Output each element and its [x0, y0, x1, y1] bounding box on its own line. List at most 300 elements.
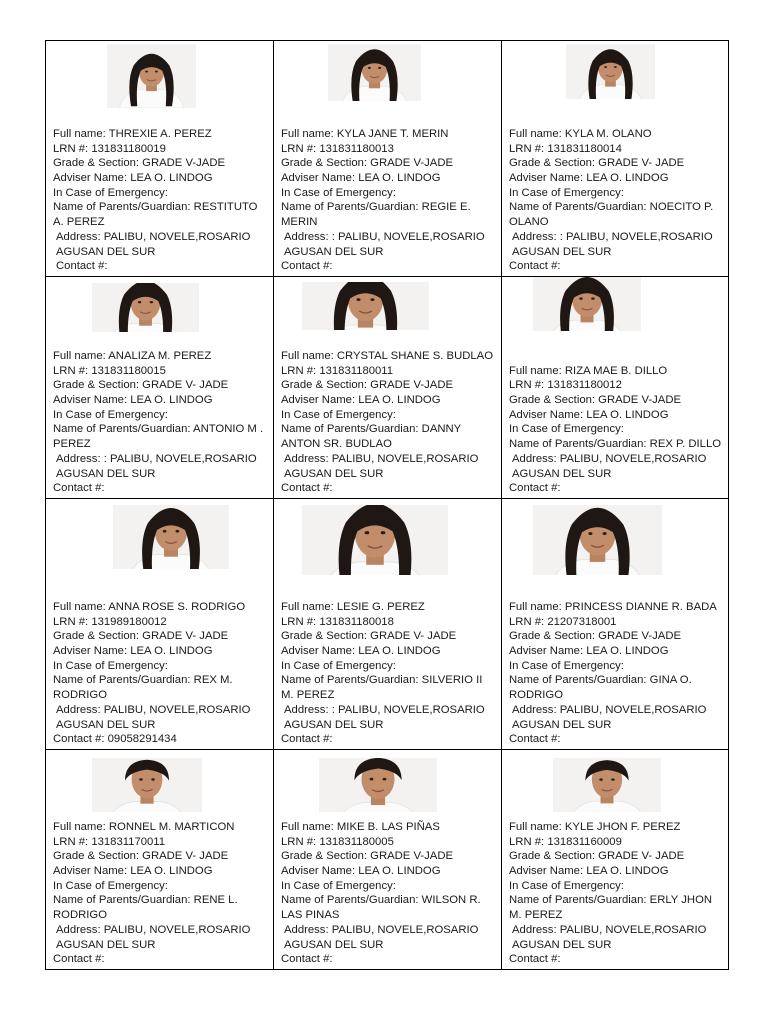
emergency-heading-line — [281, 408, 498, 423]
contact-line — [281, 259, 498, 274]
address-line — [281, 703, 498, 732]
adviser-name-value: LEA O. LINDOG — [130, 172, 213, 185]
adviser-name-label: Adviser Name: — [509, 408, 584, 421]
lrn-line — [281, 835, 498, 850]
emergency-heading-line — [53, 408, 270, 423]
full-name-label: Full name: — [53, 820, 106, 833]
emergency-heading-line — [53, 659, 270, 674]
grade-section-label: Grade & Section: — [281, 850, 368, 863]
address-value: PALIBU, NOVELE,ROSARIO AGUSAN DEL SUR — [284, 923, 479, 951]
full-name-value: KYLA JANE T. MERIN — [336, 127, 449, 140]
student-info — [281, 600, 498, 747]
contact-label: Contact #: — [281, 482, 333, 495]
student-card — [46, 499, 274, 749]
grade-section-label: Grade & Section: — [509, 630, 596, 643]
full-name-value: KYLE JHON F. PEREZ — [564, 820, 681, 833]
address-label: Address: — [56, 703, 101, 716]
parents-guardian-label: Name of Parents/Guardian: — [53, 423, 191, 436]
lrn-label: LRN #: — [53, 835, 89, 848]
address-line — [281, 230, 498, 259]
contact-label: Contact #: — [53, 733, 105, 746]
address-value: : PALIBU, NOVELE,ROSARIO AGUSAN DEL SUR — [284, 230, 485, 258]
parents-guardian-value: WILSON R. LAS PINAS — [281, 894, 481, 922]
emergency-heading-label: In Case of Emergency: — [281, 408, 396, 421]
adviser-name-line — [509, 408, 725, 423]
full-name-label: Full name: — [509, 600, 562, 613]
student-photo — [533, 505, 662, 575]
address-value: PALIBU, NOVELE,ROSARIO AGUSAN DEL SUR — [56, 923, 251, 951]
adviser-name-line — [509, 864, 725, 879]
address-value: PALIBU, NOVELE,ROSARIO AGUSAN DEL SUR — [512, 452, 707, 480]
address-line — [53, 703, 270, 732]
lrn-label: LRN #: — [281, 615, 317, 628]
grade-section-label: Grade & Section: — [509, 394, 596, 407]
lrn-line — [509, 835, 725, 850]
parents-guardian-label: Name of Parents/Guardian: — [509, 894, 647, 907]
adviser-name-line — [509, 644, 725, 659]
parents-guardian-label: Name of Parents/Guardian: — [509, 674, 647, 687]
lrn-value: 131831180011 — [319, 364, 394, 377]
student-info — [281, 820, 498, 967]
contact-line — [281, 732, 498, 747]
emergency-heading-label: In Case of Emergency: — [281, 879, 396, 892]
student-info — [53, 349, 270, 496]
grade-section-line — [53, 378, 270, 393]
adviser-name-value: LEA O. LINDOG — [130, 394, 213, 407]
address-line — [509, 703, 725, 732]
emergency-heading-label: In Case of Emergency: — [509, 659, 624, 672]
lrn-label: LRN #: — [509, 835, 545, 848]
grade-section-value: GRADE V- JADE — [142, 630, 229, 643]
lrn-line — [509, 615, 725, 630]
emergency-heading-line — [281, 659, 498, 674]
grade-section-line — [509, 156, 725, 171]
student-info — [53, 600, 270, 747]
lrn-value: 21207318001 — [547, 615, 617, 628]
grade-section-label: Grade & Section: — [53, 630, 140, 643]
adviser-name-value: LEA O. LINDOG — [358, 172, 441, 185]
full-name-value: RONNEL M. MARTICON — [108, 820, 235, 833]
lrn-label: LRN #: — [281, 835, 317, 848]
student-photo — [319, 758, 437, 812]
parents-guardian-line — [53, 893, 270, 922]
lrn-line — [281, 615, 498, 630]
adviser-name-value: LEA O. LINDOG — [358, 865, 441, 878]
address-value: PALIBU, NOVELE,ROSARIO AGUSAN DEL SUR — [512, 703, 707, 731]
address-line — [53, 230, 270, 259]
parents-guardian-line — [509, 673, 725, 702]
full-name-line — [509, 364, 725, 379]
adviser-name-label: Adviser Name: — [53, 394, 128, 407]
contact-label: Contact #: — [281, 260, 333, 273]
parents-guardian-value: ERLY JHON M. PEREZ — [509, 894, 713, 922]
contact-line — [509, 952, 725, 967]
lrn-label: LRN #: — [509, 379, 545, 392]
lrn-line — [53, 615, 270, 630]
grade-section-value: GRADE V-JADE — [142, 157, 226, 170]
lrn-line — [53, 142, 270, 157]
lrn-value: 131989180012 — [91, 615, 167, 628]
parents-guardian-line — [509, 200, 725, 229]
parents-guardian-label: Name of Parents/Guardian: — [53, 674, 191, 687]
student-photo — [553, 758, 661, 812]
full-name-value: RIZA MAE B. DILLO — [564, 364, 668, 377]
adviser-name-label: Adviser Name: — [509, 645, 584, 658]
grade-section-label: Grade & Section: — [281, 379, 368, 392]
lrn-label: LRN #: — [509, 615, 545, 628]
full-name-label: Full name: — [281, 600, 334, 613]
adviser-name-line — [53, 393, 270, 408]
full-name-label: Full name: — [281, 349, 334, 362]
student-id-sheet — [45, 40, 729, 970]
student-photo — [566, 44, 655, 99]
parents-guardian-line — [53, 200, 270, 229]
parents-guardian-value: SILVERIO II M. PEREZ — [281, 674, 483, 702]
address-label: Address: — [56, 923, 101, 936]
lrn-line — [53, 835, 270, 850]
address-label: Address: — [512, 230, 557, 243]
contact-line — [53, 952, 270, 967]
full-name-line — [281, 820, 498, 835]
full-name-line — [281, 127, 498, 142]
grade-section-value: GRADE V-JADE — [598, 630, 682, 643]
grade-section-label: Grade & Section: — [53, 850, 140, 863]
full-name-line — [53, 600, 270, 615]
address-line — [281, 452, 498, 481]
address-line — [509, 452, 725, 481]
parents-guardian-line — [53, 422, 270, 451]
contact-line — [281, 481, 498, 496]
adviser-name-label: Adviser Name: — [281, 394, 356, 407]
adviser-name-line — [281, 171, 498, 186]
grade-section-label: Grade & Section: — [509, 157, 596, 170]
grade-section-line — [53, 156, 270, 171]
full-name-label: Full name: — [53, 600, 106, 613]
lrn-line — [53, 364, 270, 379]
student-photo — [302, 505, 448, 575]
full-name-value: THREXIE A. PEREZ — [108, 127, 212, 140]
address-label: Address: — [56, 230, 101, 243]
full-name-value: KYLA M. OLANO — [564, 127, 652, 140]
full-name-value: PRINCESS DIANNE R. BADA — [564, 600, 717, 613]
contact-line — [509, 481, 725, 496]
student-card — [274, 750, 502, 969]
full-name-value: LESIE G. PEREZ — [336, 600, 425, 613]
emergency-heading-label: In Case of Emergency: — [53, 186, 168, 199]
parents-guardian-value: REGIE E. MERIN — [281, 201, 471, 229]
grade-section-line — [509, 849, 725, 864]
grade-section-value: GRADE V-JADE — [370, 157, 454, 170]
parents-guardian-value: REX M. RODRIGO — [53, 674, 233, 702]
lrn-line — [509, 142, 725, 157]
student-info — [281, 127, 498, 274]
adviser-name-line — [53, 171, 270, 186]
card-row — [46, 750, 728, 969]
grade-section-line — [281, 156, 498, 171]
parents-guardian-line — [281, 893, 498, 922]
grade-section-line — [281, 629, 498, 644]
lrn-line — [281, 142, 498, 157]
lrn-line — [509, 378, 725, 393]
card-row — [46, 277, 728, 499]
address-line — [53, 923, 270, 952]
adviser-name-value: LEA O. LINDOG — [130, 645, 213, 658]
full-name-label: Full name: — [281, 820, 334, 833]
parents-guardian-label: Name of Parents/Guardian: — [509, 201, 647, 214]
parents-guardian-label: Name of Parents/Guardian: — [281, 894, 419, 907]
contact-line — [53, 732, 270, 747]
adviser-name-value: LEA O. LINDOG — [358, 394, 441, 407]
grade-section-label: Grade & Section: — [53, 157, 140, 170]
contact-label: Contact #: — [281, 733, 333, 746]
address-line — [509, 923, 725, 952]
parents-guardian-label: Name of Parents/Guardian: — [281, 201, 419, 214]
address-line — [509, 230, 725, 259]
card-row — [46, 41, 728, 277]
address-label: Address: — [284, 703, 329, 716]
address-label: Address: — [284, 923, 329, 936]
adviser-name-line — [53, 864, 270, 879]
full-name-line — [53, 349, 270, 364]
emergency-heading-line — [509, 186, 725, 201]
contact-value: 09058291434 — [107, 733, 177, 746]
contact-label: Contact #: — [53, 953, 105, 966]
parents-guardian-line — [281, 422, 498, 451]
address-label: Address: — [284, 230, 329, 243]
lrn-label: LRN #: — [509, 142, 545, 155]
full-name-label: Full name: — [509, 364, 562, 377]
parents-guardian-value: REX P. DILLO — [649, 438, 722, 451]
full-name-label: Full name: — [509, 127, 562, 140]
grade-section-value: GRADE V- JADE — [142, 379, 229, 392]
grade-section-line — [281, 378, 498, 393]
full-name-value: ANALIZA M. PEREZ — [108, 349, 212, 362]
contact-line — [53, 259, 270, 274]
adviser-name-label: Adviser Name: — [281, 865, 356, 878]
adviser-name-label: Adviser Name: — [281, 645, 356, 658]
address-line — [281, 923, 498, 952]
lrn-value: 131831180014 — [547, 142, 622, 155]
adviser-name-line — [281, 864, 498, 879]
address-value: : PALIBU, NOVELE,ROSARIO AGUSAN DEL SUR — [56, 452, 257, 480]
adviser-name-value: LEA O. LINDOG — [586, 645, 669, 658]
adviser-name-line — [509, 171, 725, 186]
adviser-name-label: Adviser Name: — [509, 172, 584, 185]
lrn-value: 131831180018 — [319, 615, 394, 628]
lrn-label: LRN #: — [53, 615, 89, 628]
student-photo — [328, 44, 421, 101]
contact-label: Contact #: — [281, 953, 333, 966]
contact-label: Contact #: — [509, 260, 561, 273]
parents-guardian-line — [509, 893, 725, 922]
student-card — [46, 750, 274, 969]
emergency-heading-line — [53, 186, 270, 201]
adviser-name-value: LEA O. LINDOG — [586, 408, 669, 421]
card-row — [46, 499, 728, 750]
adviser-name-label: Adviser Name: — [53, 172, 128, 185]
emergency-heading-line — [509, 879, 725, 894]
emergency-heading-label: In Case of Emergency: — [509, 423, 624, 436]
full-name-line — [281, 349, 498, 364]
lrn-label: LRN #: — [53, 142, 89, 155]
student-card — [274, 41, 502, 276]
full-name-value: ANNA ROSE S. RODRIGO — [108, 600, 246, 613]
emergency-heading-line — [281, 879, 498, 894]
grade-section-line — [53, 629, 270, 644]
grade-section-line — [281, 849, 498, 864]
address-value: PALIBU, NOVELE,ROSARIO AGUSAN DEL SUR — [56, 230, 251, 258]
lrn-value: 131831180013 — [319, 142, 394, 155]
student-card — [46, 277, 274, 498]
lrn-label: LRN #: — [281, 142, 317, 155]
lrn-value: 131831180012 — [547, 379, 622, 392]
adviser-name-value: LEA O. LINDOG — [586, 172, 669, 185]
emergency-heading-line — [509, 659, 725, 674]
lrn-value: 131831160009 — [547, 835, 622, 848]
student-photo — [302, 282, 429, 330]
student-photo — [113, 505, 229, 569]
grade-section-value: GRADE V-JADE — [370, 379, 454, 392]
grade-section-value: GRADE V- JADE — [142, 850, 229, 863]
student-photo — [533, 277, 641, 331]
adviser-name-label: Adviser Name: — [281, 172, 356, 185]
student-info — [53, 127, 270, 274]
parents-guardian-line — [281, 200, 498, 229]
lrn-line — [281, 364, 498, 379]
grade-section-line — [53, 849, 270, 864]
grade-section-value: GRADE V- JADE — [598, 850, 685, 863]
address-label: Address: — [512, 452, 557, 465]
emergency-heading-line — [53, 879, 270, 894]
lrn-label: LRN #: — [281, 364, 317, 377]
student-card — [502, 41, 728, 276]
student-info — [509, 127, 725, 274]
parents-guardian-value: ANTONIO M . PEREZ — [53, 423, 264, 451]
full-name-label: Full name: — [53, 349, 106, 362]
contact-label: Contact #: — [509, 953, 561, 966]
full-name-line — [509, 127, 725, 142]
parents-guardian-line — [53, 673, 270, 702]
grade-section-label: Grade & Section: — [53, 379, 140, 392]
grade-section-value: GRADE V- JADE — [370, 630, 457, 643]
emergency-heading-label: In Case of Emergency: — [509, 879, 624, 892]
emergency-heading-label: In Case of Emergency: — [53, 408, 168, 421]
lrn-value: 131831170011 — [91, 835, 166, 848]
parents-guardian-label: Name of Parents/Guardian: — [281, 674, 419, 687]
full-name-line — [53, 127, 270, 142]
full-name-value: MIKE B. LAS PIÑAS — [336, 820, 440, 833]
student-info — [509, 600, 725, 747]
contact-label: Contact #: — [509, 733, 561, 746]
grade-section-value: GRADE V-JADE — [370, 850, 454, 863]
grade-section-value: GRADE V-JADE — [598, 394, 682, 407]
contact-label: Contact #: — [509, 482, 561, 495]
student-info — [509, 364, 725, 496]
parents-guardian-value: RESTITUTO A. PEREZ — [53, 201, 258, 229]
emergency-heading-label: In Case of Emergency: — [509, 186, 624, 199]
parents-guardian-label: Name of Parents/Guardian: — [509, 438, 647, 451]
parents-guardian-line — [281, 673, 498, 702]
student-info — [509, 820, 725, 967]
lrn-value: 131831180015 — [91, 364, 166, 377]
adviser-name-value: LEA O. LINDOG — [130, 865, 213, 878]
student-photo — [107, 44, 196, 108]
grade-section-label: Grade & Section: — [509, 850, 596, 863]
full-name-line — [281, 600, 498, 615]
address-value: PALIBU, NOVELE,ROSARIO AGUSAN DEL SUR — [284, 452, 479, 480]
grade-section-label: Grade & Section: — [281, 630, 368, 643]
student-photo — [92, 283, 199, 332]
adviser-name-line — [281, 644, 498, 659]
emergency-heading-label: In Case of Emergency: — [53, 879, 168, 892]
contact-line — [509, 259, 725, 274]
contact-label: Contact #: — [53, 482, 105, 495]
emergency-heading-label: In Case of Emergency: — [281, 186, 396, 199]
emergency-heading-line — [509, 422, 725, 437]
student-card — [502, 277, 728, 498]
adviser-name-value: LEA O. LINDOG — [358, 645, 441, 658]
address-line — [53, 452, 270, 481]
lrn-value: 131831180019 — [91, 142, 166, 155]
full-name-line — [509, 600, 725, 615]
full-name-line — [509, 820, 725, 835]
adviser-name-label: Adviser Name: — [53, 645, 128, 658]
adviser-name-line — [53, 644, 270, 659]
grade-section-line — [509, 393, 725, 408]
parents-guardian-value: NOECITO P. OLANO — [509, 201, 714, 229]
parents-guardian-label: Name of Parents/Guardian: — [53, 201, 191, 214]
contact-label: Contact #: — [56, 260, 108, 273]
address-value: PALIBU, NOVELE,ROSARIO AGUSAN DEL SUR — [512, 923, 707, 951]
address-label: Address: — [512, 703, 557, 716]
student-info — [53, 820, 270, 967]
full-name-line — [53, 820, 270, 835]
parents-guardian-line — [509, 437, 725, 452]
contact-line — [509, 732, 725, 747]
address-value: PALIBU, NOVELE,ROSARIO AGUSAN DEL SUR — [56, 703, 251, 731]
emergency-heading-label: In Case of Emergency: — [53, 659, 168, 672]
student-info — [281, 349, 498, 496]
full-name-label: Full name: — [53, 127, 106, 140]
full-name-value: CRYSTAL SHANE S. BUDLAO — [336, 349, 494, 362]
student-photo — [92, 758, 202, 812]
address-value: : PALIBU, NOVELE,ROSARIO AGUSAN DEL SUR — [512, 230, 713, 258]
grade-section-line — [509, 629, 725, 644]
grade-section-value: GRADE V- JADE — [598, 157, 685, 170]
student-card — [274, 277, 502, 498]
parents-guardian-value: DANNY ANTON SR. BUDLAO — [281, 423, 461, 451]
parents-guardian-label: Name of Parents/Guardian: — [281, 423, 419, 436]
student-card — [274, 499, 502, 749]
contact-line — [281, 952, 498, 967]
adviser-name-line — [281, 393, 498, 408]
full-name-label: Full name: — [281, 127, 334, 140]
emergency-heading-label: In Case of Emergency: — [281, 659, 396, 672]
grade-section-label: Grade & Section: — [281, 157, 368, 170]
parents-guardian-value: GINA O. RODRIGO — [509, 674, 692, 702]
contact-line — [53, 481, 270, 496]
parents-guardian-value: RENE L. RODRIGO — [53, 894, 238, 922]
address-value: : PALIBU, NOVELE,ROSARIO AGUSAN DEL SUR — [284, 703, 485, 731]
student-card — [502, 750, 728, 969]
emergency-heading-line — [281, 186, 498, 201]
address-label: Address: — [512, 923, 557, 936]
address-label: Address: — [284, 452, 329, 465]
lrn-label: LRN #: — [53, 364, 89, 377]
parents-guardian-label: Name of Parents/Guardian: — [53, 894, 191, 907]
adviser-name-label: Adviser Name: — [509, 865, 584, 878]
lrn-value: 131831180005 — [319, 835, 394, 848]
